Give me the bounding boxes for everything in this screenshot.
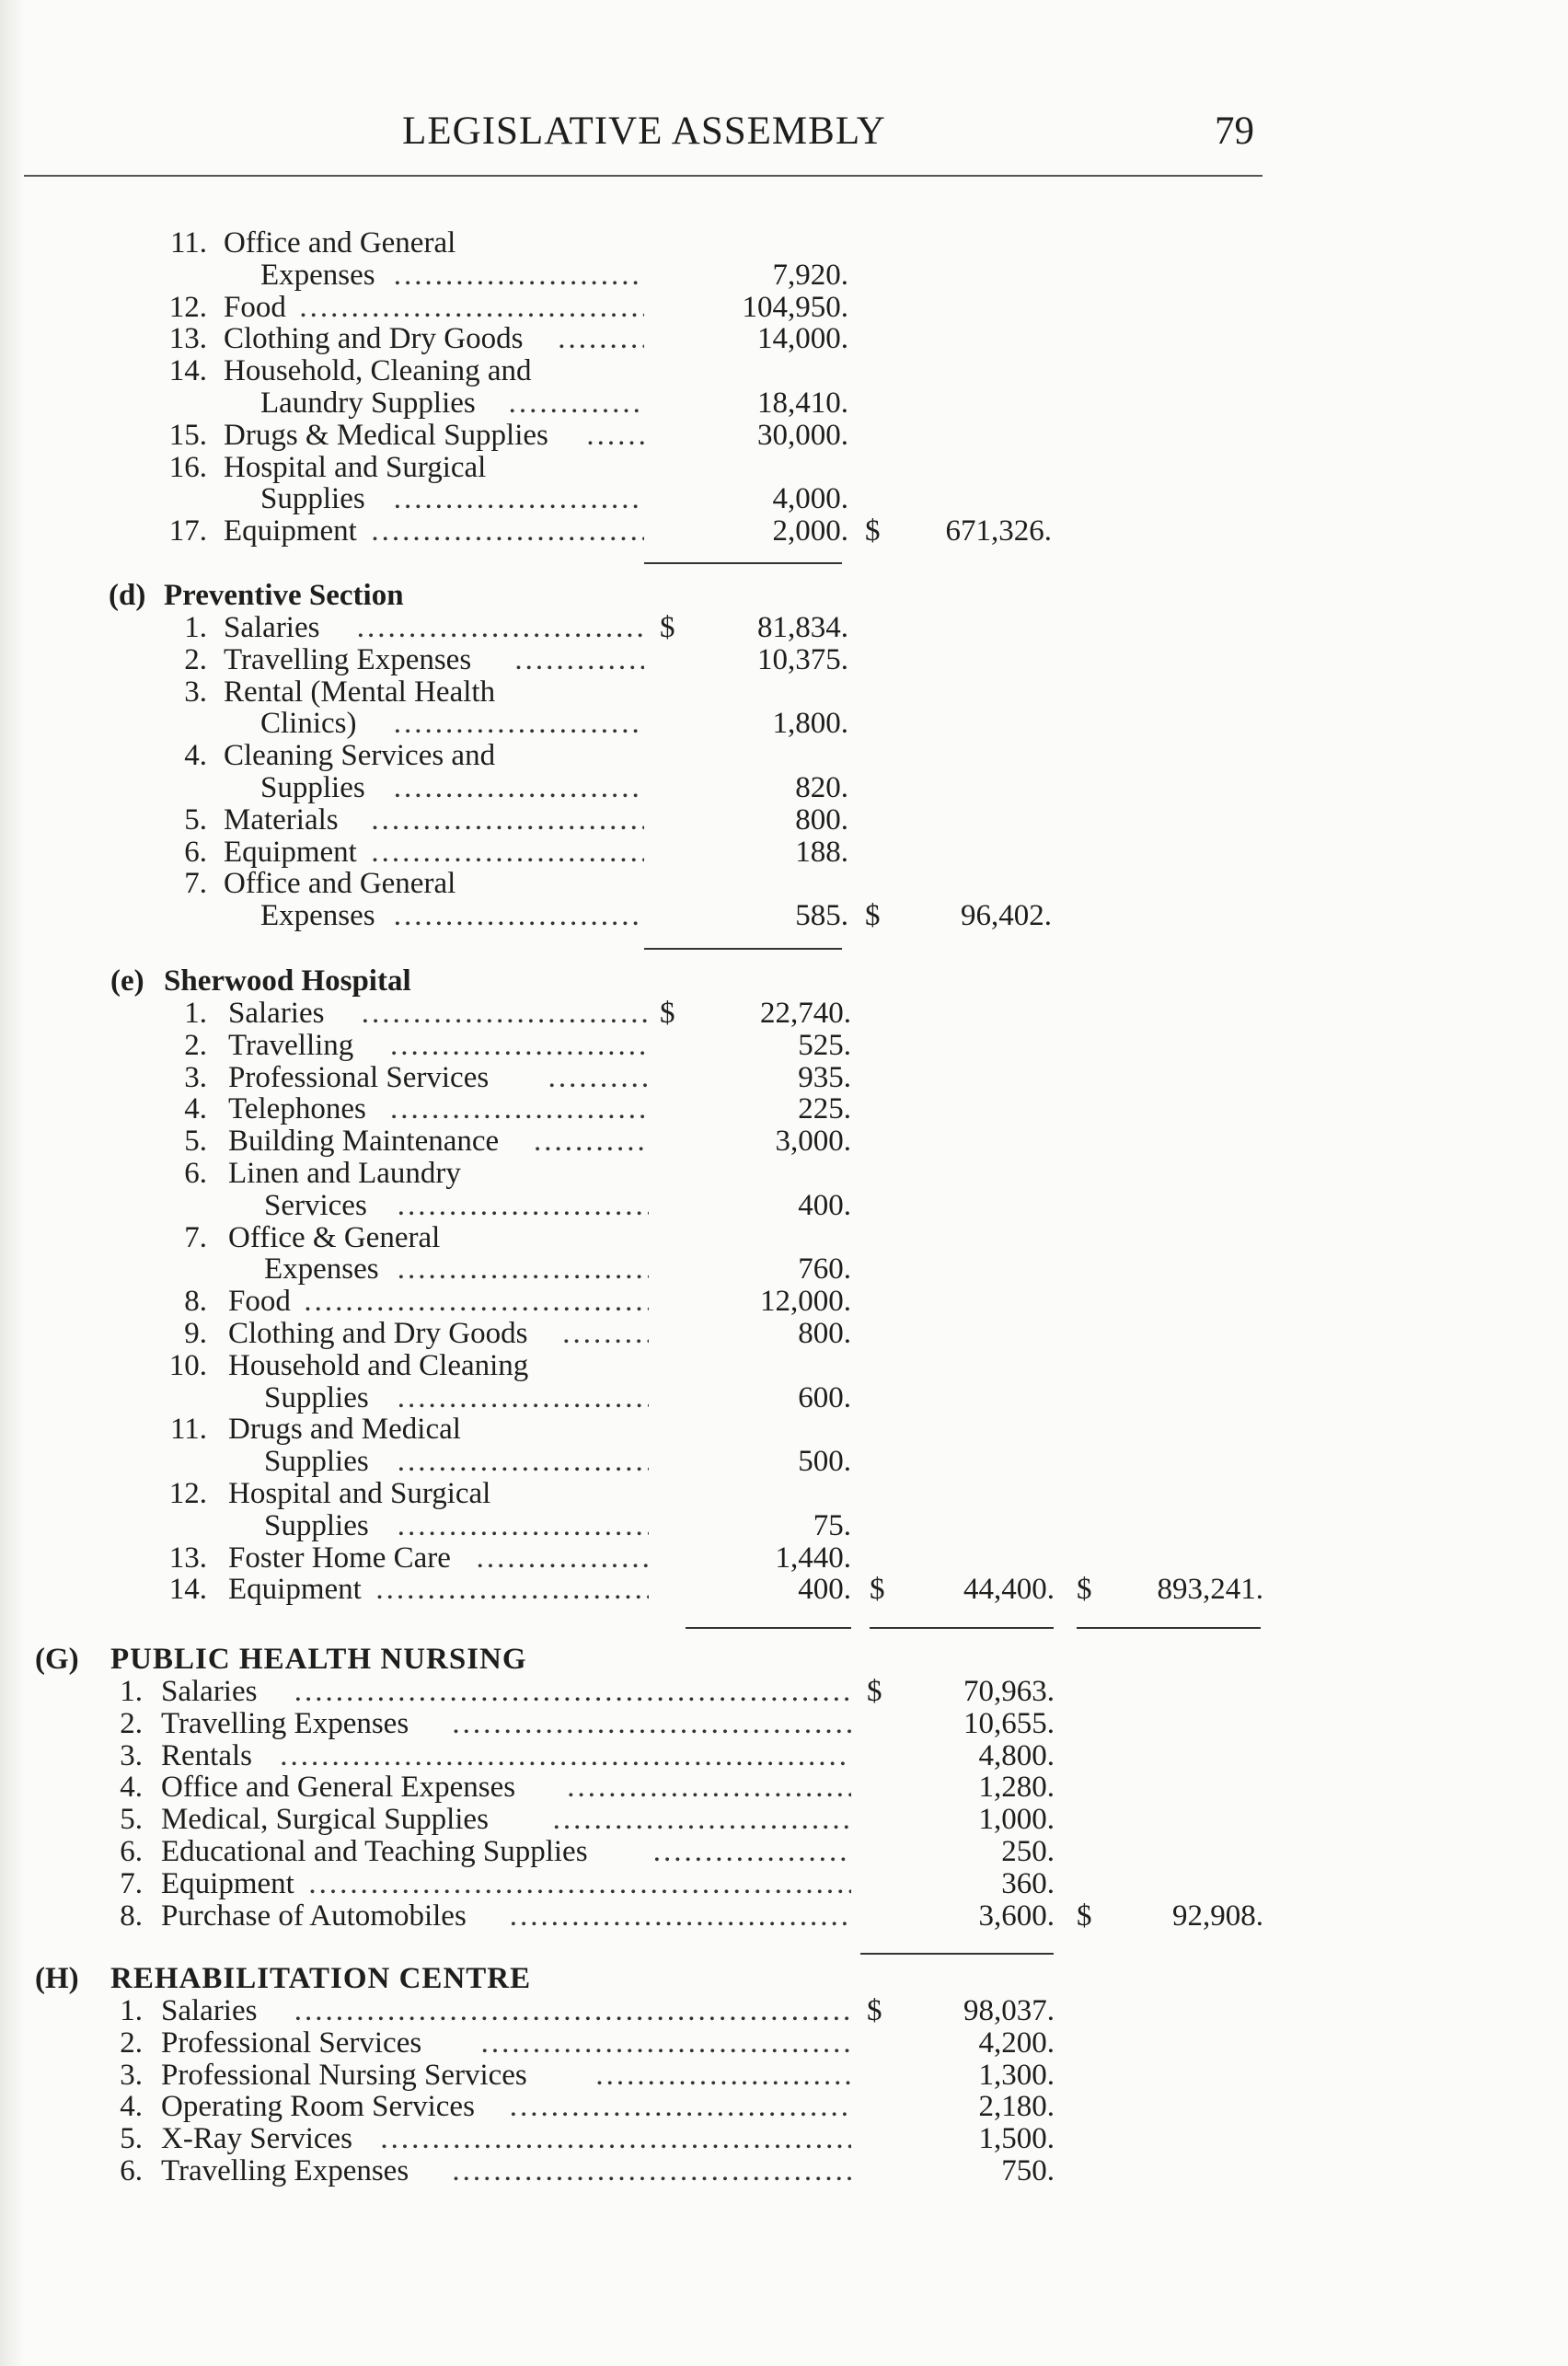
item-label: Linen and Laundry [228, 1157, 461, 1190]
dot-leader [567, 1772, 851, 1804]
item-amount: 585. [795, 899, 848, 933]
dot-leader [371, 804, 644, 837]
item-label: Professional Nursing Services [161, 2058, 527, 2092]
section-heading: Preventive Section [164, 579, 404, 612]
item-label: Professional Services [228, 1060, 490, 1094]
dot-leader [452, 1708, 851, 1740]
item-label: Clothing and Dry Goods [228, 1317, 528, 1350]
item-amount: 750. [1001, 2154, 1055, 2187]
item-number: 4. [120, 2090, 143, 2124]
item-label: Hospital and Surgical [224, 450, 487, 484]
item-label: Professional Services [161, 2026, 422, 2060]
item-label: Clothing and Dry Goods [224, 322, 524, 356]
item-number: 3. [184, 1060, 207, 1094]
item-amount: 360. [1001, 1866, 1055, 1900]
dot-leader [398, 1510, 649, 1542]
item-label: Operating Room Services [161, 2090, 475, 2124]
section-subtotal: 44,400. [963, 1573, 1055, 1607]
item-label: Household and Cleaning [228, 1348, 529, 1382]
item-amount: 225. [798, 1092, 851, 1126]
item-number: 3. [184, 675, 207, 709]
item-number: 1. [120, 1994, 143, 2027]
item-label-continued: Clinics) [260, 707, 357, 741]
item-amount: 70,963. [963, 1675, 1055, 1708]
total-rule [1077, 1627, 1261, 1629]
dot-leader [280, 1740, 851, 1772]
section-heading: PUBLIC HEALTH NURSING [110, 1643, 527, 1676]
item-number: 13. [168, 322, 207, 356]
subtotal-rule [644, 948, 842, 950]
item-label: Food [228, 1285, 291, 1319]
item-label: Equipment [224, 835, 357, 869]
dot-leader [398, 1253, 649, 1286]
item-number: 4. [120, 1771, 143, 1805]
currency-symbol: $ [1077, 1573, 1092, 1607]
item-amount: 760. [798, 1252, 851, 1287]
item-label: Telephones [228, 1092, 366, 1126]
subtotal-rule [870, 1627, 1054, 1629]
dot-leader [357, 612, 644, 644]
item-label: Cleaning Services and [224, 739, 496, 773]
currency-symbol: $ [867, 1675, 882, 1708]
item-label: Household, Cleaning and [224, 354, 532, 388]
dot-leader [481, 2027, 851, 2060]
item-label-continued: Supplies [264, 1445, 369, 1479]
item-amount: 22,740. [760, 997, 851, 1030]
item-label: Salaries [161, 1675, 258, 1708]
item-amount: 4,200. [978, 2026, 1055, 2060]
item-label: Office and General [224, 867, 456, 901]
item-amount: 81,834. [757, 611, 848, 644]
item-amount: 30,000. [757, 418, 848, 452]
dot-leader [653, 1836, 851, 1868]
item-number: 7. [120, 1866, 143, 1900]
item-amount: 1,000. [978, 1803, 1055, 1837]
item-number: 2. [120, 2026, 143, 2060]
dot-leader [477, 1542, 649, 1575]
item-label: Travelling Expenses [224, 642, 472, 676]
item-label: Equipment [161, 1866, 294, 1900]
item-label-continued: Expenses [260, 258, 375, 292]
item-number: 9. [184, 1317, 207, 1350]
dot-leader [510, 2091, 851, 2123]
dot-leader [509, 387, 644, 420]
currency-symbol: $ [867, 1994, 882, 2027]
item-label: Office and General Expenses [161, 1771, 516, 1805]
item-label: Educational and Teaching Supplies [161, 1835, 588, 1868]
subtotal-rule [686, 1627, 851, 1629]
dot-leader [299, 292, 644, 324]
dot-leader [308, 1868, 851, 1900]
item-label: Medical, Surgical Supplies [161, 1803, 489, 1837]
item-amount: 98,037. [963, 1994, 1055, 2027]
group-total: 893,241. [1157, 1573, 1263, 1607]
item-number: 11. [169, 1413, 207, 1447]
section-subtotal: 671,326. [945, 514, 1052, 548]
item-number: 4. [184, 739, 207, 773]
section-heading: Sherwood Hospital [164, 964, 411, 998]
currency-symbol: $ [870, 1573, 885, 1607]
currency-symbol: $ [865, 514, 881, 548]
dot-leader [562, 1318, 649, 1350]
item-label: Rental (Mental Health [224, 675, 496, 709]
item-number: 6. [120, 2154, 143, 2187]
dot-leader [394, 708, 644, 740]
dot-leader [534, 1125, 649, 1158]
item-label: Travelling [228, 1028, 354, 1062]
item-label-continued: Expenses [264, 1252, 379, 1287]
dot-leader [390, 1093, 649, 1125]
item-number: 12. [168, 1477, 207, 1510]
item-number: 17. [168, 514, 207, 548]
item-number: 1. [184, 997, 207, 1030]
item-number: 8. [184, 1285, 207, 1319]
item-amount: 4,800. [978, 1738, 1055, 1772]
dot-leader [294, 1676, 851, 1708]
dot-leader [394, 900, 644, 932]
item-label-continued: Supplies [264, 1380, 369, 1414]
dot-leader [371, 515, 644, 548]
dot-leader [371, 837, 644, 869]
item-amount: 1,280. [978, 1771, 1055, 1805]
dot-leader [375, 1574, 649, 1606]
item-label-continued: Expenses [260, 899, 375, 933]
item-label: Drugs & Medical Supplies [224, 418, 548, 452]
item-number: 5. [120, 1803, 143, 1837]
dot-leader [380, 2123, 851, 2155]
dot-leader [394, 772, 644, 804]
dot-leader [514, 644, 644, 676]
item-amount: 400. [798, 1573, 851, 1607]
item-amount: 10,375. [757, 642, 848, 676]
item-amount: 3,000. [775, 1125, 851, 1159]
item-amount: 250. [1001, 1835, 1055, 1868]
item-label: Office and General [224, 226, 456, 260]
section-total: 92,908. [1172, 1899, 1263, 1933]
currency-symbol: $ [660, 611, 675, 644]
item-number: 2. [120, 1706, 143, 1740]
item-number: 4. [184, 1092, 207, 1126]
page-title: LEGISLATIVE ASSEMBLY [402, 110, 886, 153]
section-subtotal: 96,402. [961, 899, 1052, 933]
dot-leader [398, 1190, 649, 1222]
item-number: 2. [184, 1028, 207, 1062]
item-amount: 935. [798, 1060, 851, 1094]
item-number: 1. [184, 611, 207, 644]
item-label: Building Maintenance [228, 1125, 500, 1159]
currency-symbol: $ [865, 899, 881, 933]
item-amount: 188. [795, 835, 848, 869]
dot-leader [510, 1900, 851, 1933]
item-amount: 4,000. [772, 482, 848, 516]
item-number: 5. [120, 2122, 143, 2156]
item-number: 8. [120, 1899, 143, 1933]
item-label: Drugs and Medical [228, 1413, 461, 1447]
item-number: 12. [168, 290, 207, 324]
item-amount: 800. [798, 1317, 851, 1350]
item-amount: 18,410. [757, 387, 848, 420]
section-heading: REHABILITATION CENTRE [110, 1962, 532, 1995]
page-number: 79 [1215, 110, 1254, 153]
item-number: 7. [184, 1220, 207, 1254]
item-amount: 500. [798, 1445, 851, 1479]
item-number: 6. [184, 1157, 207, 1190]
dot-leader [362, 998, 649, 1030]
item-number: 5. [184, 802, 207, 837]
dot-leader [394, 483, 644, 515]
item-amount: 1,800. [772, 707, 848, 741]
item-label: X-Ray Services [161, 2122, 353, 2156]
item-amount: 104,950. [742, 290, 848, 324]
item-label: Equipment [228, 1573, 362, 1607]
section-marker: (e) [110, 964, 144, 998]
item-label: Food [224, 290, 286, 324]
item-label: Travelling Expenses [161, 2154, 409, 2187]
section-marker: (H) [35, 1962, 79, 1995]
subtotal-rule [860, 1953, 1054, 1955]
dot-leader [553, 1804, 851, 1836]
item-number: 2. [184, 642, 207, 676]
item-label: Office & General [228, 1220, 441, 1254]
dot-leader [390, 1030, 649, 1062]
item-number: 7. [184, 867, 207, 901]
item-amount: 1,440. [775, 1541, 851, 1575]
item-label: Hospital and Surgical [228, 1477, 491, 1510]
item-amount: 12,000. [760, 1285, 851, 1319]
item-amount: 400. [798, 1188, 851, 1222]
item-number: 5. [184, 1125, 207, 1159]
item-label: Salaries [228, 997, 325, 1030]
item-label: Travelling Expenses [161, 1706, 409, 1740]
currency-symbol: $ [660, 997, 675, 1030]
item-label-continued: Supplies [260, 771, 365, 804]
dot-leader [304, 1286, 649, 1318]
item-number: 6. [184, 835, 207, 869]
item-label-continued: Supplies [260, 482, 365, 516]
item-amount: 3,600. [978, 1899, 1055, 1933]
item-label: Purchase of Automobiles [161, 1899, 467, 1933]
dot-leader [398, 1382, 649, 1414]
item-number: 10. [168, 1348, 207, 1382]
dot-leader [548, 1062, 649, 1094]
dot-leader [398, 1446, 649, 1478]
item-amount: 2,000. [772, 514, 848, 548]
item-number: 6. [120, 1835, 143, 1868]
subtotal-rule [644, 562, 842, 564]
item-amount: 14,000. [757, 322, 848, 356]
dot-leader [595, 2060, 851, 2092]
header-rule [24, 175, 1262, 177]
item-amount: 525. [798, 1028, 851, 1062]
item-label-continued: Services [264, 1188, 367, 1222]
item-number: 14. [168, 354, 207, 388]
dot-leader [558, 323, 644, 355]
item-number: 1. [120, 1675, 143, 1708]
item-label: Salaries [224, 611, 320, 644]
item-label: Rentals [161, 1738, 252, 1772]
dot-leader [586, 420, 644, 452]
item-number: 14. [168, 1573, 207, 1607]
item-amount: 10,655. [963, 1706, 1055, 1740]
section-marker: (G) [35, 1643, 79, 1676]
item-number: 13. [168, 1541, 207, 1575]
dot-leader [294, 1995, 851, 2027]
item-label-continued: Supplies [264, 1508, 369, 1542]
dot-leader [452, 2155, 851, 2187]
item-amount: 800. [795, 802, 848, 837]
item-number: 16. [168, 450, 207, 484]
item-amount: 600. [798, 1380, 851, 1414]
item-number: 15. [168, 418, 207, 452]
item-number: 11. [169, 226, 207, 260]
item-amount: 75. [813, 1508, 851, 1542]
item-label: Salaries [161, 1994, 258, 2027]
item-label: Foster Home Care [228, 1541, 451, 1575]
item-number: 3. [120, 2058, 143, 2092]
item-label-continued: Laundry Supplies [260, 387, 476, 420]
currency-symbol: $ [1077, 1899, 1092, 1933]
item-amount: 7,920. [772, 258, 848, 292]
item-amount: 1,300. [978, 2058, 1055, 2092]
dot-leader [394, 260, 644, 292]
item-amount: 1,500. [978, 2122, 1055, 2156]
item-amount: 820. [795, 771, 848, 804]
item-number: 3. [120, 1738, 143, 1772]
section-marker: (d) [109, 579, 146, 612]
item-label: Materials [224, 802, 339, 837]
item-amount: 2,180. [978, 2090, 1055, 2124]
item-label: Equipment [224, 514, 357, 548]
